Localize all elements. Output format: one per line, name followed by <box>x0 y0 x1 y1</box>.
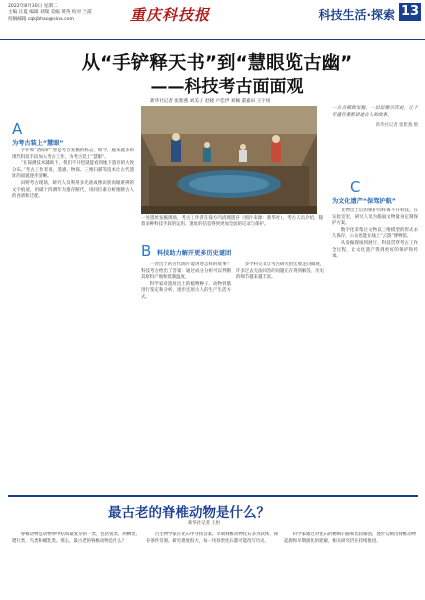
section-b-letter: B <box>141 242 152 260</box>
editor-credits: 主编 汪夏 编辑 刘瑞 美编 黄英 校对 兰霞 <box>8 10 92 16</box>
section-a-body <box>12 148 134 490</box>
paragraph: “在探测技术辅助下，我们不开挖就能看到地下遗存的大致分布。”考古工作者说，遥感、物探、三维扫描等技术让古代遗址的面貌逐步清晰。 <box>12 161 134 180</box>
pull-quote-credit: 新华社记者 张紫燕 摄 <box>375 122 418 128</box>
paragraph: 一处出土的古代陶片能讲述怎样的故事？科技考古给出了答案：通过成分分析可以判断其原料产地和烧制温度。 <box>141 262 231 281</box>
bottom-story-byline: 新华社记者 王恒 <box>188 521 221 526</box>
pull-quote-text: 一点点细致发掘，一层层揭示历史，让千年遗存重新讲述古人的故事。 <box>332 106 418 118</box>
masthead-meta <box>8 4 92 23</box>
main-subheadline: ——科技考古面面观 <box>150 77 304 97</box>
publish-date: 2022年8月30日 星期二 <box>8 4 58 9</box>
paragraph: 文物出土后的保护同样离不开科技。在实验室里，研究人员为脆弱文物量身定制保护方案。 <box>332 208 418 227</box>
section-c-subhead: 为文化遗产“保驾护航” <box>332 198 396 205</box>
photo-caption: 一处遗址发掘现场，考古工作者在探方内清理遗存（图片来源：新华社）。考古人员介绍，随着多种科技手段的运用，遗址的信息得到更加全面的记录与保护。 <box>141 216 323 228</box>
masthead <box>0 0 425 40</box>
section-a-letter: A <box>12 120 23 138</box>
paragraph: 脊椎动物是动物界中结构最复杂的一类，包括鱼类、两栖类、爬行类、鸟类和哺乳类。那么，最古老的脊椎动物是什么？ <box>12 532 140 544</box>
story-divider <box>8 495 418 497</box>
excavation-photo-image <box>141 106 317 214</box>
newspaper-logo: 重庆科技报 <box>130 6 211 24</box>
bottom-story-col2 <box>146 532 278 596</box>
paragraph: 田野考古现场，研究人员利用多光谱成像识别肉眼难辨的文字痕迹，用碳十四测年为遗存断代，用同位素分析推断古人的食谱和迁徙。 <box>12 180 134 200</box>
section-c-letter: C <box>350 178 361 196</box>
bottom-story-headline: 最古老的脊椎动物是什么？ <box>108 505 270 521</box>
paragraph: 古生物学家在化石中寻找答案。早期脊椎动物化石多为软体，保存条件苛刻，研究难度很大，每一块珍贵化石都可能改写历史。 <box>146 532 278 544</box>
page-number: 13 <box>400 4 420 19</box>
main-headline: 从“手铲释天书”到“慧眼览古幽” <box>81 53 353 74</box>
section-b-subhead: 科技助力解开更多历史谜团 <box>157 250 232 257</box>
paragraph: 从发掘现场到展厅，科技贯穿考古工作全过程，让文化遗产得到更好的保护和传承。 <box>332 240 418 260</box>
submission-email: 投稿邮箱 cqkjbhao@sina.com <box>8 16 74 22</box>
main-byline: 新华社记者 张紫燕 刘美子 赵晓 卢佳伊 刘楠 董嘉田 王宇扬 <box>150 99 271 104</box>
paragraph: 多学科交叉让考古研究由宏观走向微观，许多过去无法回答的问题正在得到解答，历史的细节越来越丰富。 <box>236 262 324 281</box>
section-b-body-col2 <box>236 262 324 490</box>
section-a-subhead: 为考古装上“慧眼” <box>12 140 64 147</box>
excavation-photo <box>141 106 317 214</box>
paragraph: 数字化采集让文物以三维模型的形式永久保存，公众也能在线上“云游”博物馆。 <box>332 227 418 240</box>
section-c-body <box>332 208 418 490</box>
section-name: 科技生活·探索 <box>318 8 395 22</box>
bottom-story-col3 <box>284 532 416 596</box>
paragraph: 科学家对遗址出土的植物种子、动物骨骼进行鉴定和分析，逐步还原古人的生产生活方式。 <box>141 281 231 300</box>
paragraph: 科学家通过对化石的精细扫描和比较解剖，逐步勾勒出脊椎动物起源和早期演化的轮廓，相关研究仍在持续推进。 <box>284 532 416 544</box>
bottom-story-col1 <box>12 532 140 596</box>
section-b-body-col1 <box>141 262 231 490</box>
paragraph: 手铲和“洛阳铲”曾是考古发掘的标志，如今，越来越多的现代科技手段加入考古工作，为考古装上“慧眼”。 <box>12 148 134 160</box>
pull-quote <box>332 106 418 168</box>
